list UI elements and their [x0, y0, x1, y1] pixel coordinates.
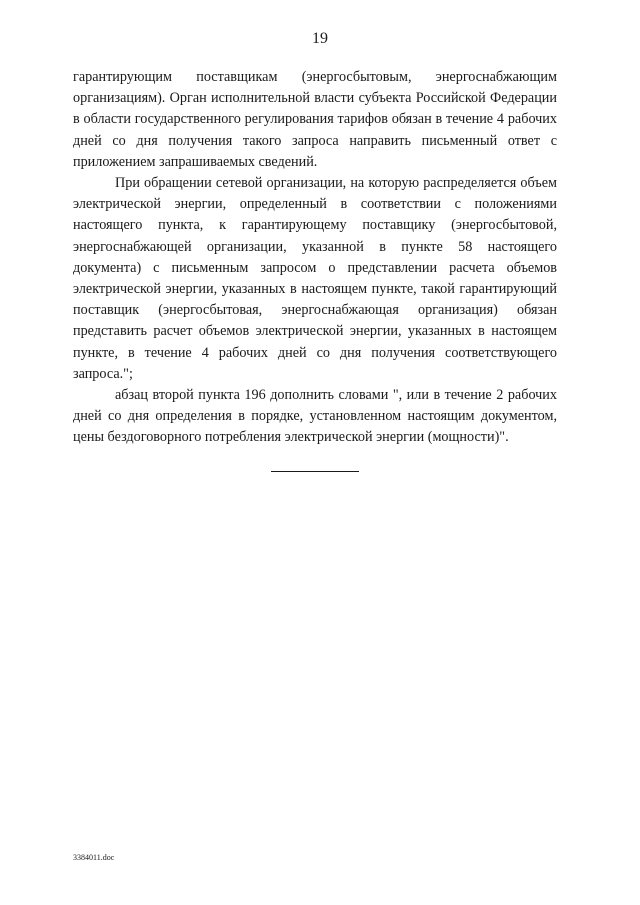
end-separator-line: [271, 471, 359, 472]
document-file-id: 3384011.doc: [73, 853, 115, 862]
body-text: [73, 67, 557, 449]
paragraph-amendment: абзац второй пункта 196 дополнить словами ", или в течение 2 рабочих дней со дня определения в порядке, установленном настоящим документом, цены бездоговорного потребления электрической энергии (мощности)".: [73, 387, 557, 446]
paragraph-network-request: При обращении сетевой организации, на которую распределяется объем электрической энергии, определенный в соответствии с положениями настоящего пункта, к гарантирующему поставщику (энергосбытовой, энергоснабжающей организации, указанной в пункте 58 настоящего документа) с письменным запросом о представлении расчета объемов электрической энергии, указанных в настоящем пункте, такой гарантирующий поставщик (энергосбытовая, энергоснабжающая организация) обязан представить расчет объемов электрической энергии, указанных в настоящем пункте, в течение 4 рабочих дней со дня получения соответствующего запроса.";: [73, 175, 557, 382]
paragraph-continuation: гарантирующим поставщикам (энергосбытовым, энергоснабжающим организациям). Орган исполнительной власти субъекта Российской Федерации в области государственного регулирования тарифов обязан в течение 4 рабочих дней со дня получения такого запроса направить письменный ответ с приложением запрашиваемых сведений.: [73, 69, 557, 170]
page-number: 19: [312, 30, 328, 47]
